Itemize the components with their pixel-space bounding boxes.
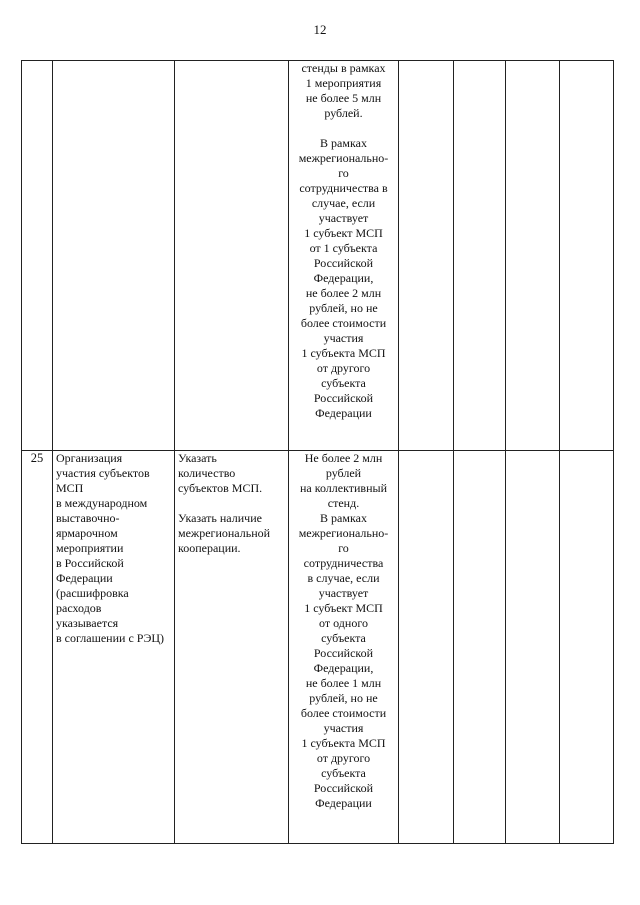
empty-cell <box>560 61 614 451</box>
table-row <box>22 61 614 451</box>
row-number-cell <box>22 61 53 451</box>
empty-cell <box>454 451 506 844</box>
empty-cell <box>454 61 506 451</box>
limit-text: Не более 2 млн рублей на коллективный стенд. В рамках межрегионально- го сотрудничества в случае, если участвует 1 субъект МСП от одного субъекта Российской Федерации, не более 1 млн рублей, но не более стоимости участия 1 субъекта МСП от другого субъекта Российской Федерации <box>298 451 389 810</box>
measure-name-cell <box>53 451 175 844</box>
requirement-text: Указать наличие межрегиональной кооперации. <box>178 511 271 555</box>
limit-text: В рамках межрегионально- го сотрудничества в случае, если участвует 1 субъект МСП от 1 субъекта Российской Федерации, не более 2 млн рублей, но не более стоимости участия 1 субъекта МСП от другого субъекта Российской Федерации <box>298 136 389 420</box>
table-row <box>22 451 614 844</box>
empty-cell <box>506 451 560 844</box>
empty-cell <box>506 61 560 451</box>
empty-cell <box>560 451 614 844</box>
requirements-cell <box>175 61 289 451</box>
limit-cell <box>289 451 399 844</box>
limit-text: стенды в рамках 1 мероприятия не более 5 млн рублей. <box>301 61 386 120</box>
requirement-text: Указать количество субъектов МСП. <box>178 451 263 495</box>
row-number-cell <box>22 451 53 844</box>
empty-cell <box>399 61 454 451</box>
limit-cell <box>289 61 399 451</box>
requirements-cell <box>175 451 289 844</box>
measure-name-cell <box>53 61 175 451</box>
row-number: 25 <box>30 451 44 465</box>
measures-table <box>21 60 614 844</box>
measure-name: Организация участия субъектов МСП в международном выставочно- ярмарочном мероприятии в Российской Федерации (расшифровка расходов указывается в соглашении с РЭЦ) <box>56 451 165 645</box>
page-number: 12 <box>313 22 327 37</box>
empty-cell <box>399 451 454 844</box>
